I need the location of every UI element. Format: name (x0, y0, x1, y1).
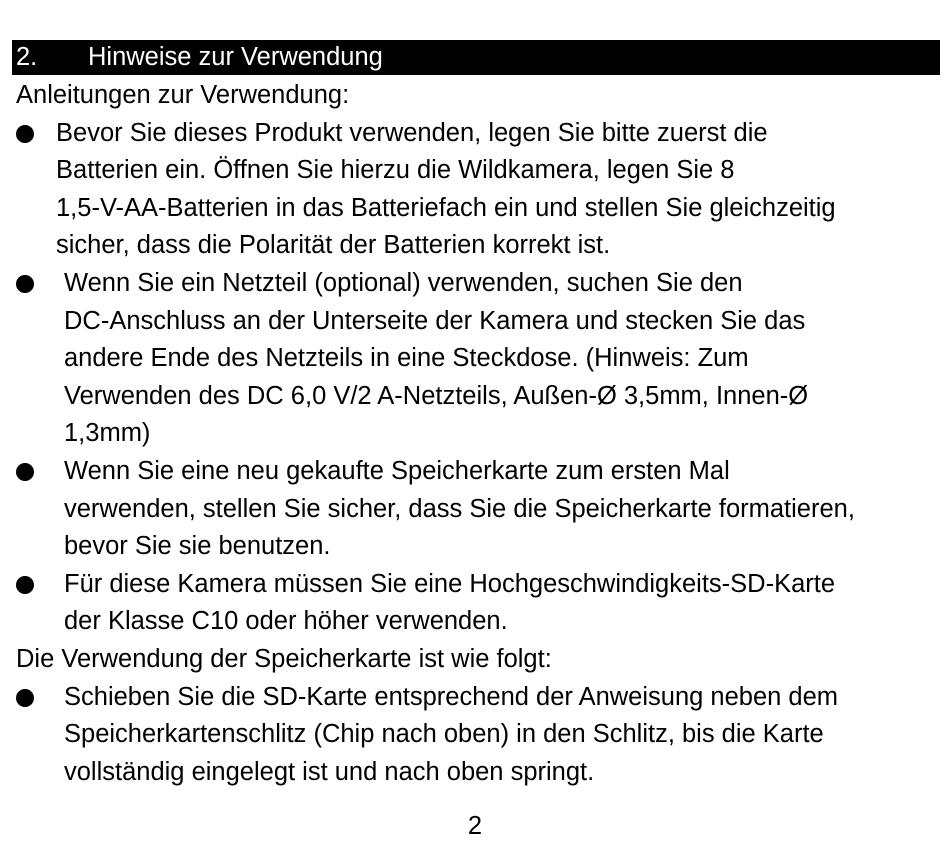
section-number: 2. (16, 43, 38, 71)
list-item-line: verwenden, stellen Sie sicher, dass Sie die Speicherkarte formatieren, (64, 494, 855, 523)
list-item-line: 1,3mm) (64, 419, 151, 448)
list-item-line: der Klasse C10 oder höher verwenden. (64, 607, 508, 636)
list-item-line: andere Ende des Netzteils in eine Steckdose. (Hinweis: Zum (64, 344, 749, 373)
list-item-line: bevor Sie sie benutzen. (64, 532, 331, 561)
bullet-icon (16, 275, 34, 293)
list-item-line: Speicherkartenschlitz (Chip nach oben) in den Schlitz, bis die Karte (64, 720, 824, 749)
list-item-line: 1,5-V-AA-Batterien in das Batteriefach ein und stellen Sie gleichzeitig (56, 193, 836, 222)
list-item (0, 265, 950, 453)
list-item-line: sicher, dass die Polarität der Batterien korrekt ist. (56, 231, 611, 260)
list-item-line: vollständig eingelegt ist und nach oben springt. (64, 757, 595, 786)
list-item (0, 115, 950, 265)
body-text (0, 77, 950, 791)
list-item-line: Wenn Sie eine neu gekaufte Speicherkarte zum ersten Mal (64, 456, 730, 485)
list-item-line: Verwenden des DC 6,0 V/2 A-Netzteils, Außen-Ø 3,5mm, Innen-Ø (64, 381, 809, 410)
list-item-line: Schieben Sie die SD-Karte entsprechend der Anweisung neben dem (64, 682, 839, 711)
intro-line: Anleitungen zur Verwendung: (16, 81, 350, 109)
bullet-icon (16, 576, 34, 594)
memory-card-intro: Die Verwendung der Speicherkarte ist wie folgt: (16, 644, 552, 673)
list-item-line: DC-Anschluss an der Unterseite der Kamera und stecken Sie das (64, 306, 806, 335)
list-item-line: Bevor Sie dieses Produkt verwenden, legen Sie bitte zuerst die (56, 118, 768, 147)
page-number: 2 (467, 812, 483, 840)
bullet-icon (16, 125, 34, 143)
list-item (0, 566, 950, 641)
section-title: Hinweise zur Verwendung (88, 43, 383, 71)
section-header (12, 40, 940, 75)
list-item (0, 453, 950, 566)
bullet-icon (16, 689, 34, 707)
list-item-line: Für diese Kamera müssen Sie eine Hochgeschwindigkeits-SD-Karte (64, 569, 836, 598)
bullet-icon (16, 463, 34, 481)
list-item (0, 679, 950, 792)
list-item-line: Wenn Sie ein Netzteil (optional) verwenden, suchen Sie den (64, 268, 743, 297)
list-item-line: Batterien ein. Öffnen Sie hierzu die Wildkamera, legen Sie 8 (56, 156, 735, 185)
